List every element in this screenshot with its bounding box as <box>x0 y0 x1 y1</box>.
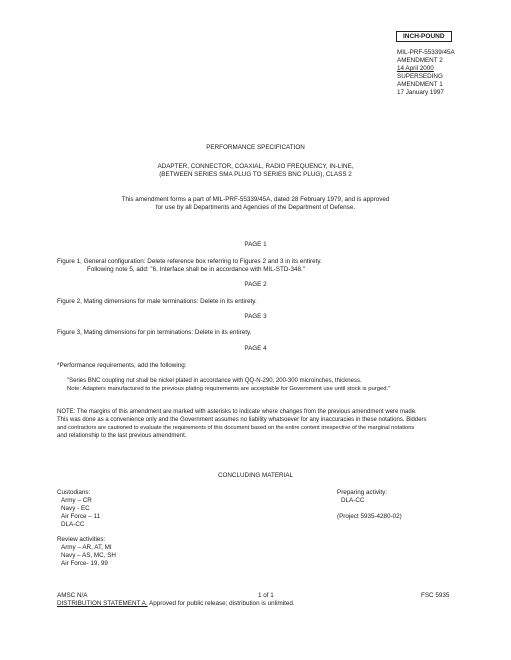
inch-pound-label: INCH-POUND <box>403 33 445 40</box>
page1-line-1: Figure 1, General configuration: Delete reference box referring to Figures 2 and 3 in its entirety. <box>57 258 322 265</box>
project-number: (Project 5935-4280-02) <box>337 513 402 520</box>
custodian-item: Army – CR <box>61 497 92 504</box>
concluding-heading: CONCLUDING MATERIAL <box>217 472 294 479</box>
fsc-label: FSC 5935 <box>421 592 450 599</box>
custodian-item: DLA-CC <box>61 521 85 528</box>
custodians-label: Custodians: <box>57 489 91 496</box>
preparing-activity: DLA-CC <box>341 497 365 504</box>
page4-line-1: *Performance requirements, add the following: <box>57 362 187 369</box>
note-line-2: This was done as a convenience only and the Government assumes no liability whatsoever for any inaccuracies in these notations. Bidders <box>57 417 427 423</box>
intro-line-2: for use by all Departments and Agencies of the Department of Defense. <box>155 204 356 211</box>
page4-quote-1: "Series BNC coupling nut shall be nickel plated in accordance with QQ-N-290, 200-300 microinches, thickness. <box>67 378 362 384</box>
superseded-amendment: AMENDMENT 1 <box>397 81 443 88</box>
amendment-date: 14 April 2000 <box>397 65 434 72</box>
distribution-text: Approved for public release; distribution is unlimited. <box>147 600 295 607</box>
note-line-4: and relationship to the last previous amendment. <box>57 433 187 439</box>
review-item: Navy – AS, MC, SH <box>61 552 116 559</box>
page3-line-1: Figure 3, Mating dimensions for pin terminations: Delete in its entirety. <box>57 329 252 336</box>
inch-pound-box <box>396 31 452 42</box>
preparing-label: Preparing activity: <box>337 489 388 496</box>
page4-quote-2: Note: Adapters manufactured to the previous plating requirements are acceptable for Government use until stock is purged." <box>67 386 391 392</box>
intro-line-1: This amendment forms a part of MIL-PRF-55339/45A, dated 28 February 1979, and is approved <box>121 196 390 203</box>
review-item: Air Force- 19, 99 <box>61 560 108 567</box>
note-line-1: NOTE: The margins of this amendment are marked with asterisks to indicate where changes from the previous amendment were made. <box>57 409 417 415</box>
note-line-3: and contractors are cautioned to evaluate the requirements of this document based on the entire content irrespective of the marginal notations <box>57 425 415 431</box>
distribution-statement <box>57 600 295 608</box>
title-line-1: ADAPTER, CONNECTOR, COAXIAL, RADIO FREQUENCY, IN-LINE, <box>157 163 354 170</box>
document-id: MIL-PRF-55339/45A <box>397 49 455 56</box>
page4-heading: PAGE 4 <box>244 345 267 352</box>
page-number: 1 of 1 <box>258 592 274 599</box>
page1-heading: PAGE 1 <box>244 241 267 248</box>
page2-heading: PAGE 2 <box>244 281 267 288</box>
page1-line-2: Following note 5, add: "6. Interface shall be in accordance with MIL-STD-348." <box>87 266 305 273</box>
page3-heading: PAGE 3 <box>244 313 267 320</box>
custodian-item: Air Force – 11 <box>61 513 101 520</box>
distribution-label: DISTRIBUTION STATEMENT A. <box>57 600 148 607</box>
page2-line-1: Figure 2, Mating dimensions for male terminations: Delete in its entirety. <box>57 298 257 305</box>
spec-heading: PERFORMANCE SPECIFICATION <box>206 144 305 151</box>
superseding-label: SUPERSEDING <box>397 73 443 80</box>
superseded-date: 17 January 1997 <box>397 89 444 96</box>
custodian-item: Navy - EC <box>61 505 90 512</box>
title-line-2: (BETWEEN SERIES SMA PLUG TO SERIES BNC PLUG), CLASS 2 <box>159 171 352 178</box>
amsc-label: AMSC N/A <box>57 592 88 599</box>
review-label: Review activities: <box>57 536 106 543</box>
amendment-number: AMENDMENT 2 <box>397 57 443 64</box>
review-item: Army – AR, AT, MI <box>61 544 112 551</box>
